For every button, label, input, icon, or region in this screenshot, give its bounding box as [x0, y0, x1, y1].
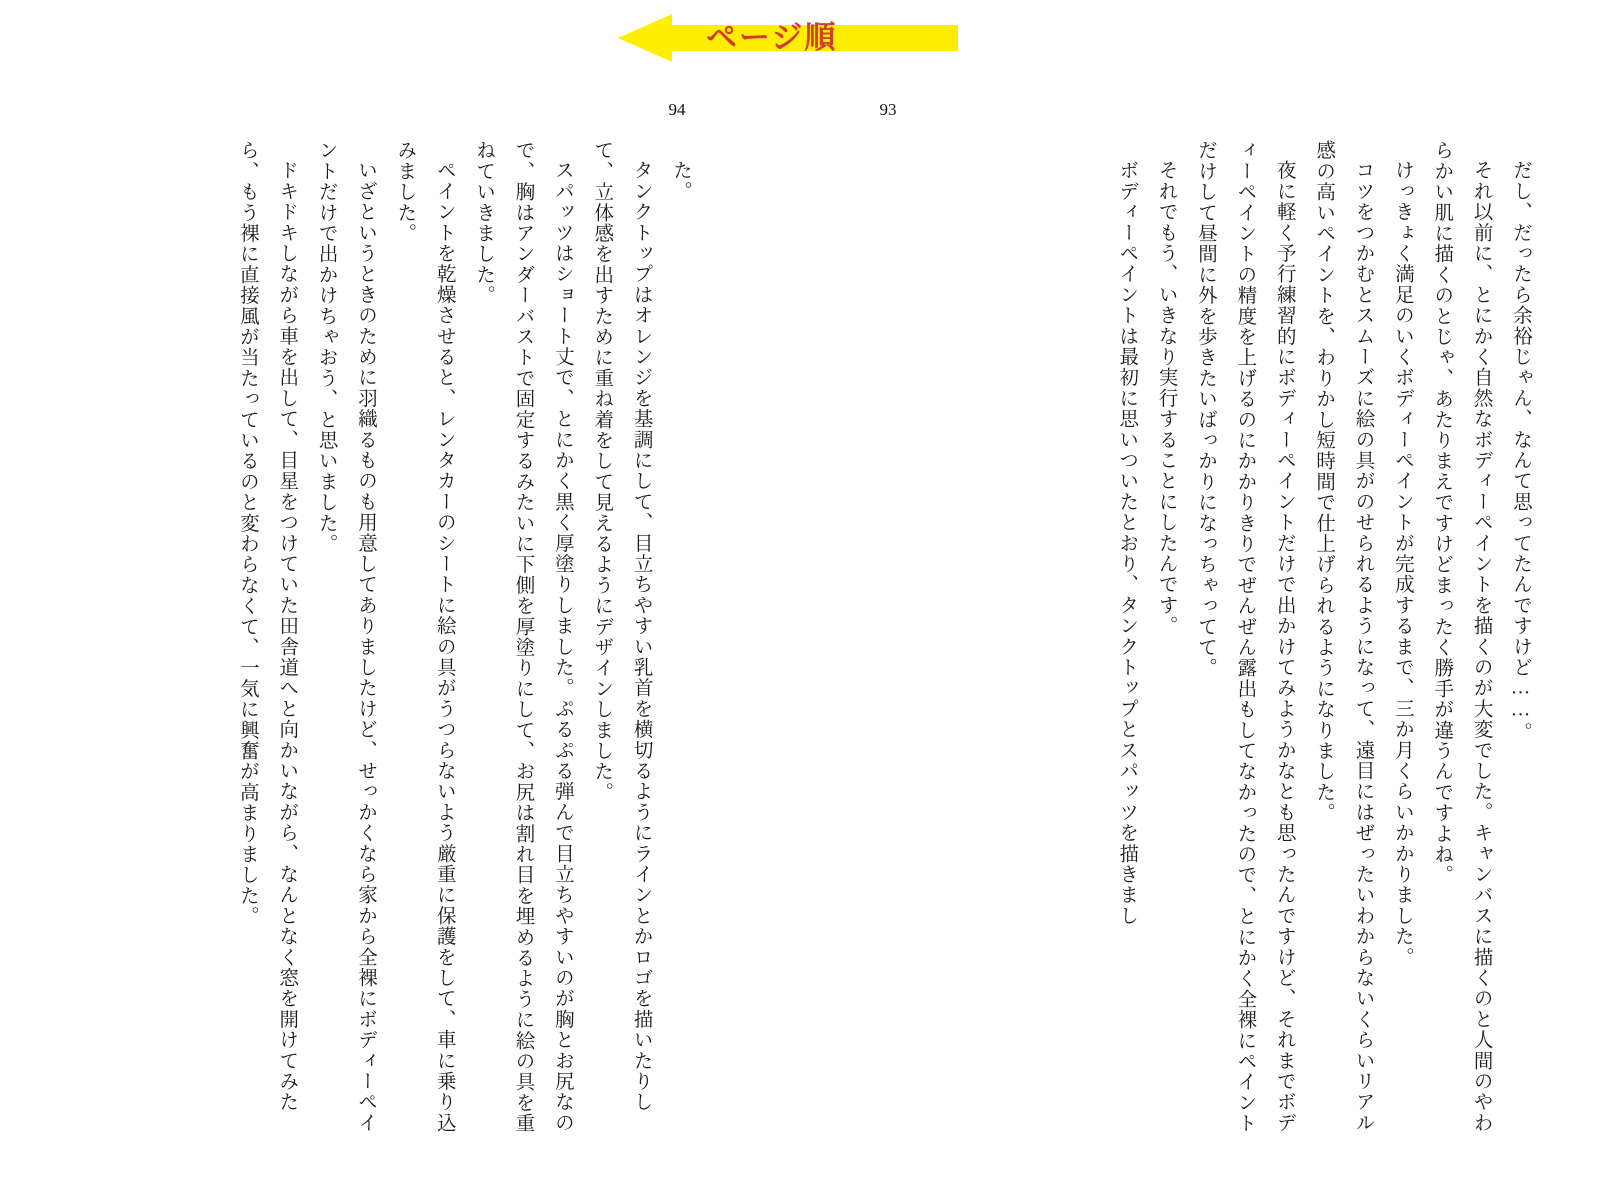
paragraph: それでもう、いきなり実行することにしたんです。: [1155, 159, 1177, 636]
reading-order-banner: [0, 6, 1600, 70]
paragraph: ドキドキしながら車を出して、目星をつけていた田舎道へと向かいながら、なんとなく窓を開けてみたら、もう裸に直接風が当たっているのと変わらなくて、一気に興奮が高まりました。: [236, 140, 298, 1112]
arrow-head-icon: [618, 14, 672, 62]
paragraph: ボディーペイントは最初に思いついたとおり、タンクトップとスパッツを描きまし: [1116, 159, 1138, 926]
paragraph: けっきょく満足のいくボディーペイントが完成するまで、三か月くらいかかりました。: [1391, 159, 1413, 967]
paragraph: スパッツはショート丈で、とにかく黒く厚塗りしました。ぷるぷる弾んで目立ちやすいのが胸とお尻なので、胸はアンダーバストで固定するみたいに下側を厚塗りにして、お尻は割れ目を埋めるように絵の具を重ねていきました。: [473, 140, 573, 1134]
page-left-body: [60, 140, 700, 1140]
page-number-left: 94: [668, 100, 686, 119]
page-number-right: 93: [879, 100, 897, 119]
paragraph: た。: [670, 159, 691, 201]
page-spread: [60, 140, 1540, 1150]
paragraph: コツをつかむとスムーズに絵の具がのせられるようになって、遠目にはぜったいわからないくらいリアル感の高いペイントを、わりかし短時間で仕上げられるようになりました。: [1313, 140, 1374, 1133]
paragraph: いざというときのために羽織るものも用意してありましたけど、せっかくなら家から全裸にボディーペイントだけで出かけちゃおう、と思いました。: [315, 140, 376, 1133]
paragraph: だし、だったら余裕じゃん、なんて思ってたんですけど……。: [1510, 159, 1531, 743]
page-order-arrow: [618, 14, 958, 62]
page-right-body: [900, 140, 1540, 1140]
paragraph: 夜に軽く予行練習的にボディーペイントだけで出かけてみようかなとも思ったんですけど、それまでボディーペイントの精度を上げるのにかかりきりでぜんぜん露出もしてなかったので、とにかく全裸にペイントだけして昼間に外を歩きたいばっかりになっちゃってて。: [1195, 140, 1295, 1134]
reading-order-label: ページ順: [706, 20, 838, 56]
paragraph: ペイントを乾燥させると、レンタカーのシートに絵の具がうつらないよう厳重に保護をして、車に乗り込みました。: [394, 140, 455, 1133]
paragraph: タンクトップはオレンジを基調にして、目立ちやすい乳首を横切るようにラインとかロゴを描いたりして、立体感を出すために重ね着をして見えるようにデザインしました。: [591, 140, 652, 1112]
paragraph: それ以前に、とにかく自然なボディーペイントを描くのが大変でした。キャンバスに描くのと人間のやわらかい肌に描くのとじゃ、あたりまえですけどまったく勝手が違うんですよね。: [1431, 140, 1492, 1133]
